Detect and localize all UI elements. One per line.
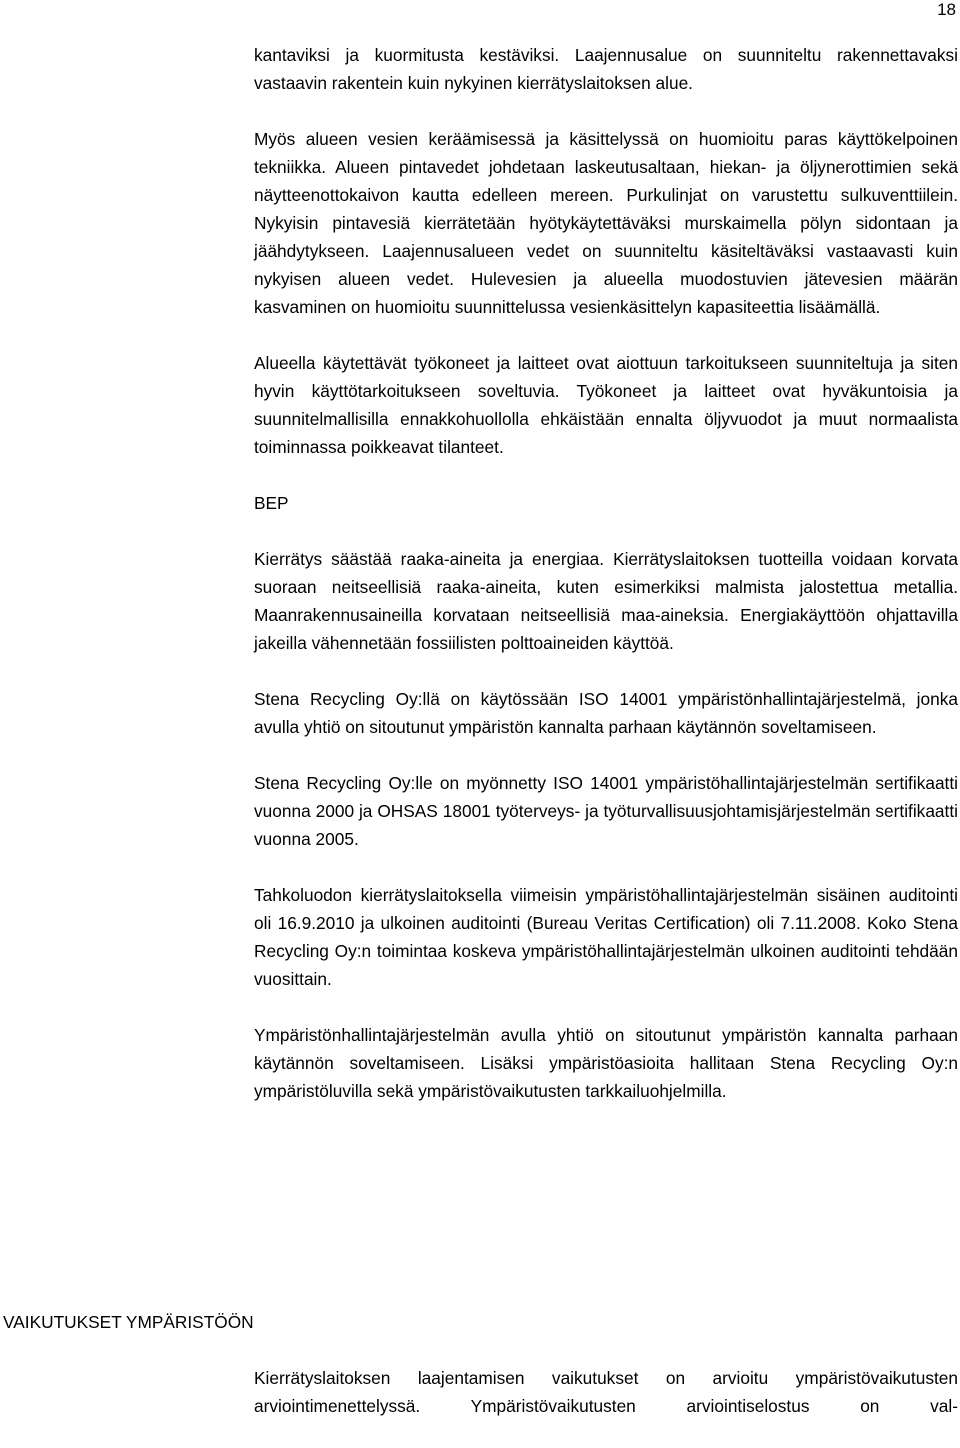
impacts-body — [254, 1364, 958, 1448]
bep-paragraph-recycling: Kierrätys säästää raaka-aineita ja energiaa. Kierrätyslaitoksen tuotteilla voidaan korvata suoraan neitseellisiä raaka-aineita, kuten esimerkiksi malmista jalostettua metallia. Maanrakennusaineilla korvataan neitseellisiä maa-aineksia. Energiakäyttöön ohjattavilla jakeilla vähennetään fossiilisten polttoaineiden käyttöä. — [254, 549, 958, 653]
paragraph-construction: kantaviksi ja kuormitusta kestäviksi. Laajennusalue on suunniteltu rakennettavaksi vastaavin rakentein kuin nykyinen kierrätyslaitoksen alue. — [254, 45, 958, 93]
bep-paragraph-iso-system: Stena Recycling Oy:llä on käytössään ISO 14001 ympäristönhallintajärjestelmä, jonka avulla yhtiö on sitoutunut ympäristön kannalta parhaan käytännön soveltamiseen. — [254, 689, 958, 737]
page-number: 18 — [937, 0, 956, 19]
paragraph-water-treatment: Myös alueen vesien keräämisessä ja käsittelyssä on huomioitu paras käyttökelpoinen tekniikka. Alueen pintavedet johdetaan laskeutusaltaan, hiekan- ja öljynerottimien sekä näytteenottokaivon kautta edelleen mereen. Purkulinjat on varustettu sulkuventtiilein. Nykyisin pintavesiä kierrätetään hyötykäytettäväksi murskaimella pölyn sidontaan ja jäähdytykseen. Laajennusalueen vedet on suunniteltu käsiteltäväksi vastaavasti kuin nykyisen alueen vedet. Hulevesien ja alueella muodostuvien jätevesien määrän kasvaminen on huomioitu suunnittelussa vesienkäsittelyn kapasiteettia lisäämällä. — [254, 129, 958, 317]
paragraph-machinery: Alueella käytettävät työkoneet ja laitteet ovat aiottuun tarkoitukseen suunniteltuja ja siten hyvin käyttötarkoitukseen soveltuvia. Työkoneet ja laitteet ovat hyväkuntoisia ja suunnitelmallisilla ennakkohuollolla ehkäistään ennalta öljyvuodot ja muut normaalista toiminnassa poikkeavat tilanteet. — [254, 353, 958, 457]
bep-paragraph-commitment: Ympäristönhallintajärjestelmän avulla yhtiö on sitoutunut ympäristön kannalta parhaan käytännön soveltamiseen. Lisäksi ympäristöasioita hallitaan Stena Recycling Oy:n ympäristöluvilla sekä ympäristövaikutusten tarkkailuohjelmilla. — [254, 1025, 958, 1101]
bep-paragraph-audits: Tahkoluodon kierrätyslaitoksella viimeisin ympäristöhallintajärjestelmän sisäinen auditointi oli 16.9.2010 ja ulkoinen auditointi (Bureau Veritas Certification) oli 7.11.2008. Koko Stena Recycling Oy:n toimintaa koskeva ympäristöhallintajärjestelmän ulkoinen auditointi tehdään vuosittain. — [254, 885, 958, 989]
bep-heading: BEP — [254, 493, 289, 513]
impacts-paragraph: Kierrätyslaitoksen laajentamisen vaikutukset on arvioitu ympäristövaikutusten arviointimenettelyssä. Ympäristövaikutusten arviointiselostus on val- — [254, 1368, 958, 1416]
bep-paragraph-certificates: Stena Recycling Oy:lle on myönnetty ISO 14001 ympäristöhallintajärjestelmän sertifikaatti vuonna 2000 ja OHSAS 18001 työterveys- ja työturvallisuusjohtamisjärjestelmän sertifikaatti vuonna 2005. — [254, 773, 958, 849]
document-body — [254, 41, 958, 1133]
impacts-heading: VAIKUTUKSET YMPÄRISTÖÖN — [3, 1312, 254, 1332]
